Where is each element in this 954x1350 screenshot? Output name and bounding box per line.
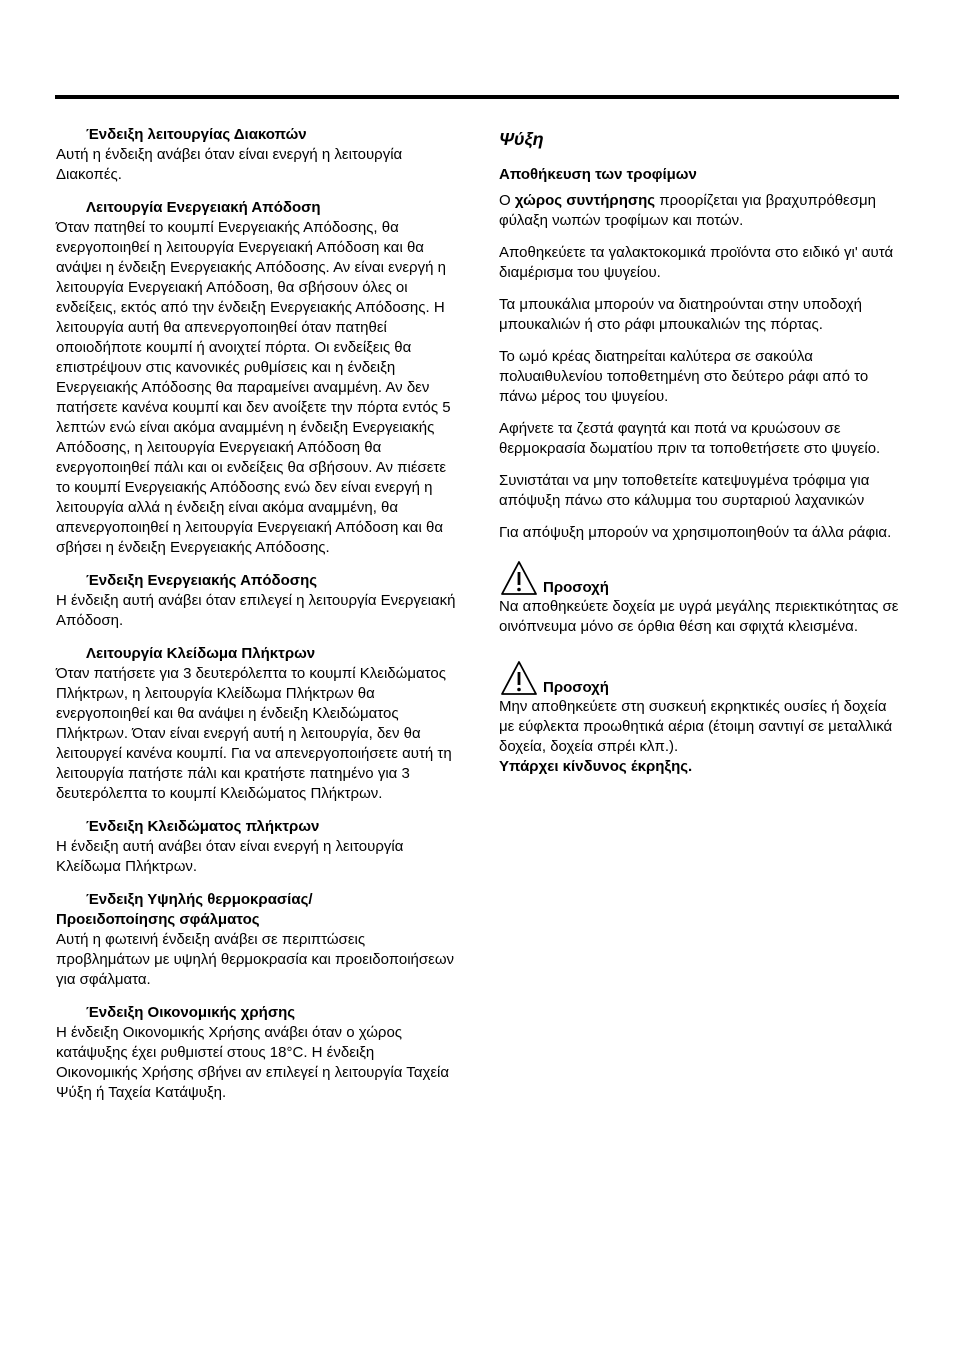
section-body: Η ένδειξη Οικονομικής Χρήσης ανάβει όταν ο χώρος κατάψυξης έχει ρυθμιστεί στους 18°C. Η ένδειξη Οικονομικής Χρήσης σβήνει αν επιλεγεί η λειτουργία Ταχεία Ψύξη ή Ταχεία Κατάψυξη. bbox=[56, 1024, 450, 1101]
section-body: Αυτή η φωτεινή ένδειξη ανάβει σε περιπτώσεις προβλημάτων με υψηλή θερμοκρασία και προειδοποιήσεων για σφάλματα. bbox=[56, 931, 455, 988]
warning-triangle-icon bbox=[499, 559, 539, 597]
section-heading bbox=[56, 890, 456, 930]
paragraph-text: Ο bbox=[499, 192, 515, 209]
key-lock-indicator-section bbox=[56, 817, 456, 877]
section-heading: Ένδειξη Οικονομικής χρήσης bbox=[86, 1004, 296, 1021]
section-body: Η ένδειξη αυτή ανάβει όταν είναι ενεργή η λειτουργία Κλείδωμα Πλήκτρων. bbox=[56, 838, 404, 875]
economy-indicator-section bbox=[56, 1003, 456, 1103]
right-column bbox=[499, 125, 899, 789]
paragraph: Το ωμό κρέας διατηρείται καλύτερα σε σακούλα πολυαιθυλενίου τοποθετημένη στο δεύτερο ράφι από το πάνω μέρος του ψυγείου. bbox=[499, 348, 869, 405]
warning-text: Να αποθηκεύετε δοχεία με υγρά μεγάλης περιεκτικότητας σε οινόπνευμα μόνο σε όρθια θέση και σφιχτά κλεισμένα. bbox=[499, 598, 899, 635]
section-heading-line2: Προειδοποίησης σφάλματος bbox=[56, 911, 260, 928]
warning-header bbox=[499, 659, 899, 697]
paragraph: Αποθηκεύετε τα γαλακτοκομικά προϊόντα στο ειδικό γι' αυτά διαμέρισμα του ψυγείου. bbox=[499, 244, 894, 281]
warning-label: Προσοχή bbox=[543, 579, 609, 596]
key-lock-section bbox=[56, 644, 456, 804]
section-heading: Ένδειξη Κλειδώματος πλήκτρων bbox=[86, 818, 320, 835]
section-heading: Ένδειξη λειτουργίας Διακοπών bbox=[86, 126, 307, 143]
subheading: Αποθήκευση των τροφίμων bbox=[499, 166, 697, 183]
paragraph: Για απόψυξη μπορούν να χρησιμοποιηθούν τα άλλα ράφια. bbox=[499, 524, 892, 541]
warning-block bbox=[499, 559, 899, 637]
section-body: Όταν πατήσετε για 3 δευτερόλεπτα το κουμπί Κλειδώματος Πλήκτρων, η λειτουργία Κλείδωμα Πλήκτρων θα ενεργοποιηθεί και θα ανάψει η ένδειξη Κλειδώματος Πλήκτρων. Όταν είναι ενεργή αυτή η λειτουργία, δεν θα λειτουργεί κανένα κουμπί. Για να απενεργοποιήσετε αυτή τη λειτουργία πατήστε πάλι και κρατήστε πατημένο για 3 δευτερόλεπτα το κουμπί Κλειδώματος Πλήκτρων. bbox=[56, 665, 452, 802]
holiday-indicator-section bbox=[56, 125, 456, 185]
fridge-compartment-term: χώρος συντήρησης bbox=[514, 192, 656, 209]
section-heading: Λειτουργία Κλείδωμα Πλήκτρων bbox=[86, 645, 316, 662]
warning-text: Μην αποθηκεύετε στη συσκευή εκρηκτικές ουσίες ή δοχεία με εύφλεκτα προωθητικά αέρια (έτοιμη σαντιγί σε μεταλλικά δοχεία, δοχεία σπρέι κλπ.). bbox=[499, 698, 893, 755]
warning-block bbox=[499, 659, 899, 777]
paragraph: Τα μπουκάλια μπορούν να διατηρούνται στην υποδοχή μπουκαλιών ή στο ράφι μπουκαλιών της πόρτας. bbox=[499, 296, 863, 333]
paragraph bbox=[499, 191, 899, 231]
high-temp-warning-section bbox=[56, 890, 456, 990]
paragraph: Αφήνετε τα ζεστά φαγητά και ποτά να κρυώσουν σε θερμοκρασία δωματίου πριν τα τοποθετήσετε στο ψυγείο. bbox=[499, 420, 881, 457]
section-heading-line1: Ένδειξη Υψηλής θερμοκρασίας/ bbox=[86, 891, 313, 908]
eco-indicator-section bbox=[56, 571, 456, 631]
explosion-risk-text: Υπάρχει κίνδυνος έκρηξης. bbox=[499, 758, 693, 775]
section-body: Όταν πατηθεί το κουμπί Ενεργειακής Απόδοσης, θα ενεργοποιηθεί η λειτουργία Ενεργειακή Απόδοση και θα ανάψει η ένδειξη Ενεργειακής Απόδοσης. Αν είναι ενεργή η λειτουργία Ενεργειακή Απόδοση, θα σβήσουν όλες οι ενδείξεις, εκτός από την ένδειξη Ενεργειακής Απόδοσης. Η λειτουργία αυτή θα απενεργοποιηθεί όταν πατηθεί οποιοδήποτε κουμπί ή ανοιχτεί πόρτα. Οι ενδείξεις θα επιστρέψουν στις κανονικές ρυθμίσεις και η ένδειξη Ενεργειακής Απόδοσης θα παραμείνει αναμμένη. Αν δεν πατήσετε κανένα κουμπί και δεν ανοίξετε την πόρτα εντός 5 λεπτών ενώ είναι ακόμα αναμμένη η ένδειξη Ενεργειακής Απόδοσης, η λειτουργία Ενεργειακή Απόδοση θα ενεργοποιηθεί πάλι και οι ενδείξεις θα σβήσουν. Αν πιέσετε το κουμπί Ενεργειακής Απόδοσης ενώ δεν είναι ενεργή η λειτουργία αλλά η ένδειξη είναι ακόμα αναμμένη, θα απενεργοποιηθεί η λειτουργία Ενεργειακή Απόδοση και θα σβήσει η ένδειξη Ενεργειακής Απόδοσης. bbox=[56, 219, 451, 556]
warning-header bbox=[499, 559, 899, 597]
top-rule bbox=[55, 95, 899, 99]
left-column bbox=[56, 125, 456, 1116]
section-heading: Ένδειξη Ενεργειακής Απόδοσης bbox=[86, 572, 318, 589]
eco-mode-section bbox=[56, 198, 456, 558]
section-heading: Λειτουργία Ενεργειακή Απόδοση bbox=[86, 199, 321, 216]
warning-label: Προσοχή bbox=[543, 679, 609, 696]
warning-triangle-icon bbox=[499, 659, 539, 697]
section-body: Η ένδειξη αυτή ανάβει όταν επιλεγεί η λειτουργία Ενεργειακή Απόδοση. bbox=[56, 592, 456, 629]
paragraph: Συνιστάται να μην τοποθετείτε κατεψυγμένα τρόφιμα για απόψυξη πάνω στο κάλυμμα του συρταριού λαχανικών bbox=[499, 472, 870, 509]
section-body: Αυτή η ένδειξη ανάβει όταν είναι ενεργή η λειτουργία Διακοπές. bbox=[56, 146, 403, 183]
paragraph-text: προορίζεται για βραχυπρόθεσμη φύλαξη νωπών τροφίμων και ποτών. bbox=[499, 192, 876, 229]
page-title: Ψύξη bbox=[499, 129, 544, 149]
